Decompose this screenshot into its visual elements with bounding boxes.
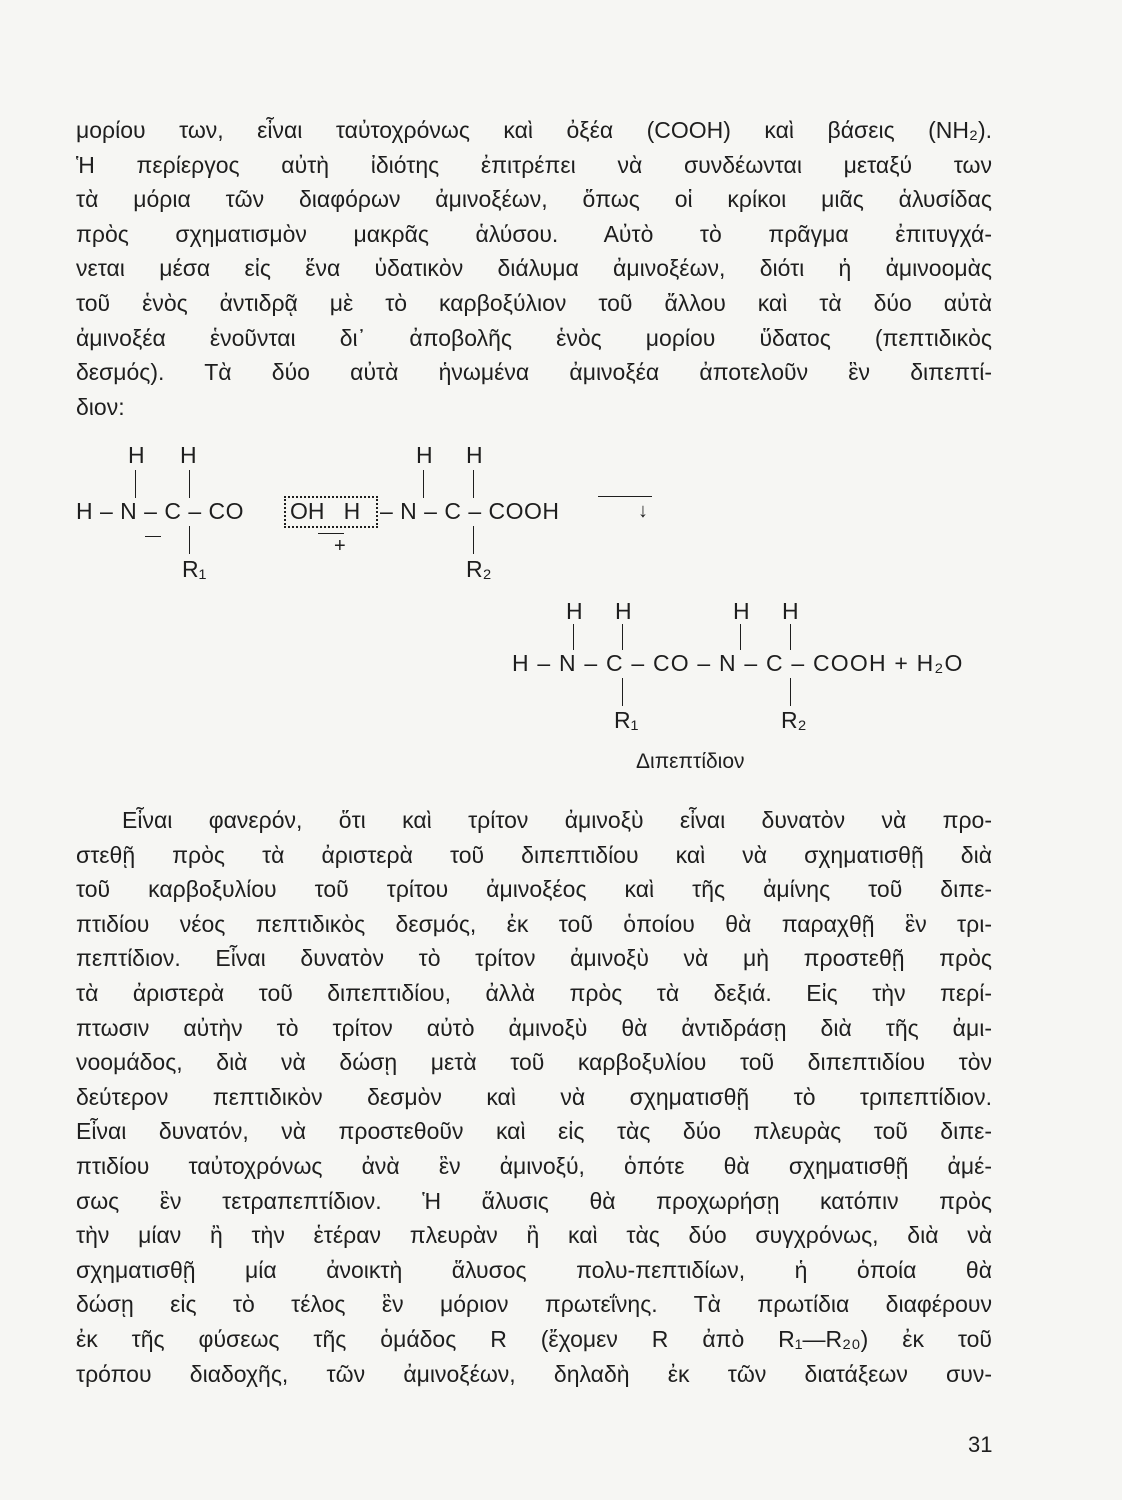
paragraph-1 [76,113,992,424]
text-line: τὴν μίαν ἢ τὴν ἑτέραν πλευρὰν ἢ καὶ τὰς δύο συγχρόνως, διὰ νὰ [76,1222,992,1249]
text-line: τοῦ καρβοξυλίου τοῦ τρίτου ἀμινοξέος καὶ τῆς ἀμίνης τοῦ διπε- [76,876,992,903]
text-line: σως ἓν τετραπεπτίδιον. Ἡ ἅλυσις θὰ προχωρήσῃ κατόπιν πρὸς [76,1187,992,1214]
text-line: διον: [76,393,125,420]
reactant-right: – N – C – COOH [380,498,560,524]
bond-line [790,624,791,650]
text-line: Εἶναι φανερόν, ὅτι καὶ τρίτον ἀμινοξὺ εἶναι δυνατὸν νὰ προ- [122,807,992,833]
text-line: δώσῃ εἰς τὸ τέλος ἓν μόριον πρωτεΐνης. Τὰ πρωτίδια διαφέρουν [76,1291,992,1318]
text-line: πτιδίου ταὐτοχρόνως ἀνὰ ἓν ἀμινοξύ, ὁπότε θὰ σχηματισθῇ ἀμέ- [76,1152,992,1179]
hydrogen-atom: H [733,598,750,624]
hydrogen-atom: H [180,442,197,468]
bond-line [189,526,190,554]
text-line: τὰ μόρια τῶν διαφόρων ἀμινοξέων, ὅπως οἱ κρίκοι μιᾶς ἁλυσίδας [76,186,992,213]
text-line: Ἡ περίεργος αὐτὴ ἰδιότης ἐπιτρέπει νὰ συνδέωνται μεταξύ των [76,151,992,178]
paragraph-2 [76,803,992,1391]
hydrogen-atom: H [566,598,583,624]
hydrogen-atom: H [782,598,799,624]
text-line: τρόπου διαδοχῆς, τῶν ἀμινοξέων, δηλαδὴ ἐκ τῶν διατάξεων συν- [76,1360,992,1387]
text-line: ἀμινοξέα ἑνοῦνται δι᾽ ἀποβολῆς ἑνὸς μορίου ὕδατος (πεπτιδικὸς [76,324,992,351]
bond-line [790,678,791,706]
text-line: δεύτερον πεπτιδικὸν δεσμὸν καὶ νὰ σχηματισθῇ τὸ τριπεπτίδιον. [76,1083,992,1110]
bond-line [622,624,623,650]
dipeptide-label: Διπεπτίδιον [636,750,745,773]
r2-group: R₂ [781,707,807,733]
text-line: Εἶναι δυνατόν, νὰ προστεθοῦν καὶ εἰς τὰς δύο πλευρὰς τοῦ διπε- [76,1118,992,1145]
bond-line [189,470,190,498]
text-line: πτωσιν αὐτὴν τὸ τρίτον αὐτὸ ἀμινοξὺ θὰ ἀντιδράσῃ διὰ τῆς ἀμι- [76,1014,992,1041]
bond-line [473,470,474,498]
down-arrow-icon: ↓ [638,500,648,522]
text-line: νεται μέσα εἰς ἕνα ὑδατικὸν διάλυμα ἀμινοξέων, διότι ἡ ἀμινοομὰς [76,255,992,282]
r1-group: R₁ [182,556,207,582]
text-line: στεθῇ πρὸς τὰ ἀριστερὰ τοῦ διπεπτιδίου καὶ νὰ σχηματισθῇ διὰ [76,841,992,868]
r2-group: R₂ [466,556,492,582]
hydrogen-atom: H [615,598,632,624]
text-line: δεσμός). Τὰ δύο αὐτὰ ἡνωμένα ἀμινοξέα ἀποτελοῦν ἓν διπεπτί- [76,359,992,386]
r1-group: R₁ [614,707,639,733]
bond-line [622,678,623,706]
bond-line [740,624,741,650]
text-line: σχηματισθῇ μία ἀνοικτὴ ἅλυσος πολυ-πεπτιδίων, ἡ ὁποία θὰ [76,1256,992,1283]
dash-mark [145,536,161,537]
text-line: πτιδίου νέος πεπτιδικὸς δεσμός, ἐκ τοῦ ὁποίου θὰ παραχθῇ ἓν τρι- [76,910,992,937]
text-line: τοῦ ἑνὸς ἀντιδρᾷ μὲ τὸ καρβοξύλιον τοῦ ἄλλου καὶ τὰ δύο αὐτὰ [76,289,992,316]
text-line: τὰ ἀριστερὰ τοῦ διπεπτιδίου, ἀλλὰ πρὸς τὰ δεξιά. Εἰς τὴν περί- [76,979,992,1006]
bond-line [423,470,424,498]
text-line: ἐκ τῆς φύσεως τῆς ὁμάδος R (ἔχομεν R ἀπὸ R₁—R₂₀) ἐκ τοῦ [76,1325,992,1352]
hydrogen-atom: H [466,442,483,468]
bond-line [473,526,474,554]
page-number: 31 [968,1432,993,1457]
bond-line [135,470,136,498]
hydrogen-atom: H [128,442,145,468]
text-line: πεπτίδιον. Εἶναι δυνατὸν τὸ τρίτον ἀμινοξὺ νὰ μὴ προστεθῇ πρὸς [76,945,992,972]
text-line: μορίου των, εἶναι ταὐτοχρόνως καὶ ὀξέα (COOH) καὶ βάσεις (NH₂). [76,117,992,143]
text-line: πρὸς σχηματισμὸν μακρᾶς ἁλύσου. Αὐτὸ τὸ πρᾶγμα ἐπιτυγχά- [76,220,992,247]
hydrogen-atom: H [416,442,433,468]
plus-sign: + [334,535,346,557]
reactant-left: H – N – C – CO [76,498,245,524]
text-line: νοομάδος, διὰ νὰ δώσῃ μετὰ τοῦ καρβοξυλίου τοῦ διπεπτιδίου τὸν [76,1049,992,1076]
dipeptide-formula: H – N – C – CO – N – C – COOH + H₂O [512,650,964,676]
removed-group: OH H [290,498,361,524]
bond-line [573,624,574,650]
